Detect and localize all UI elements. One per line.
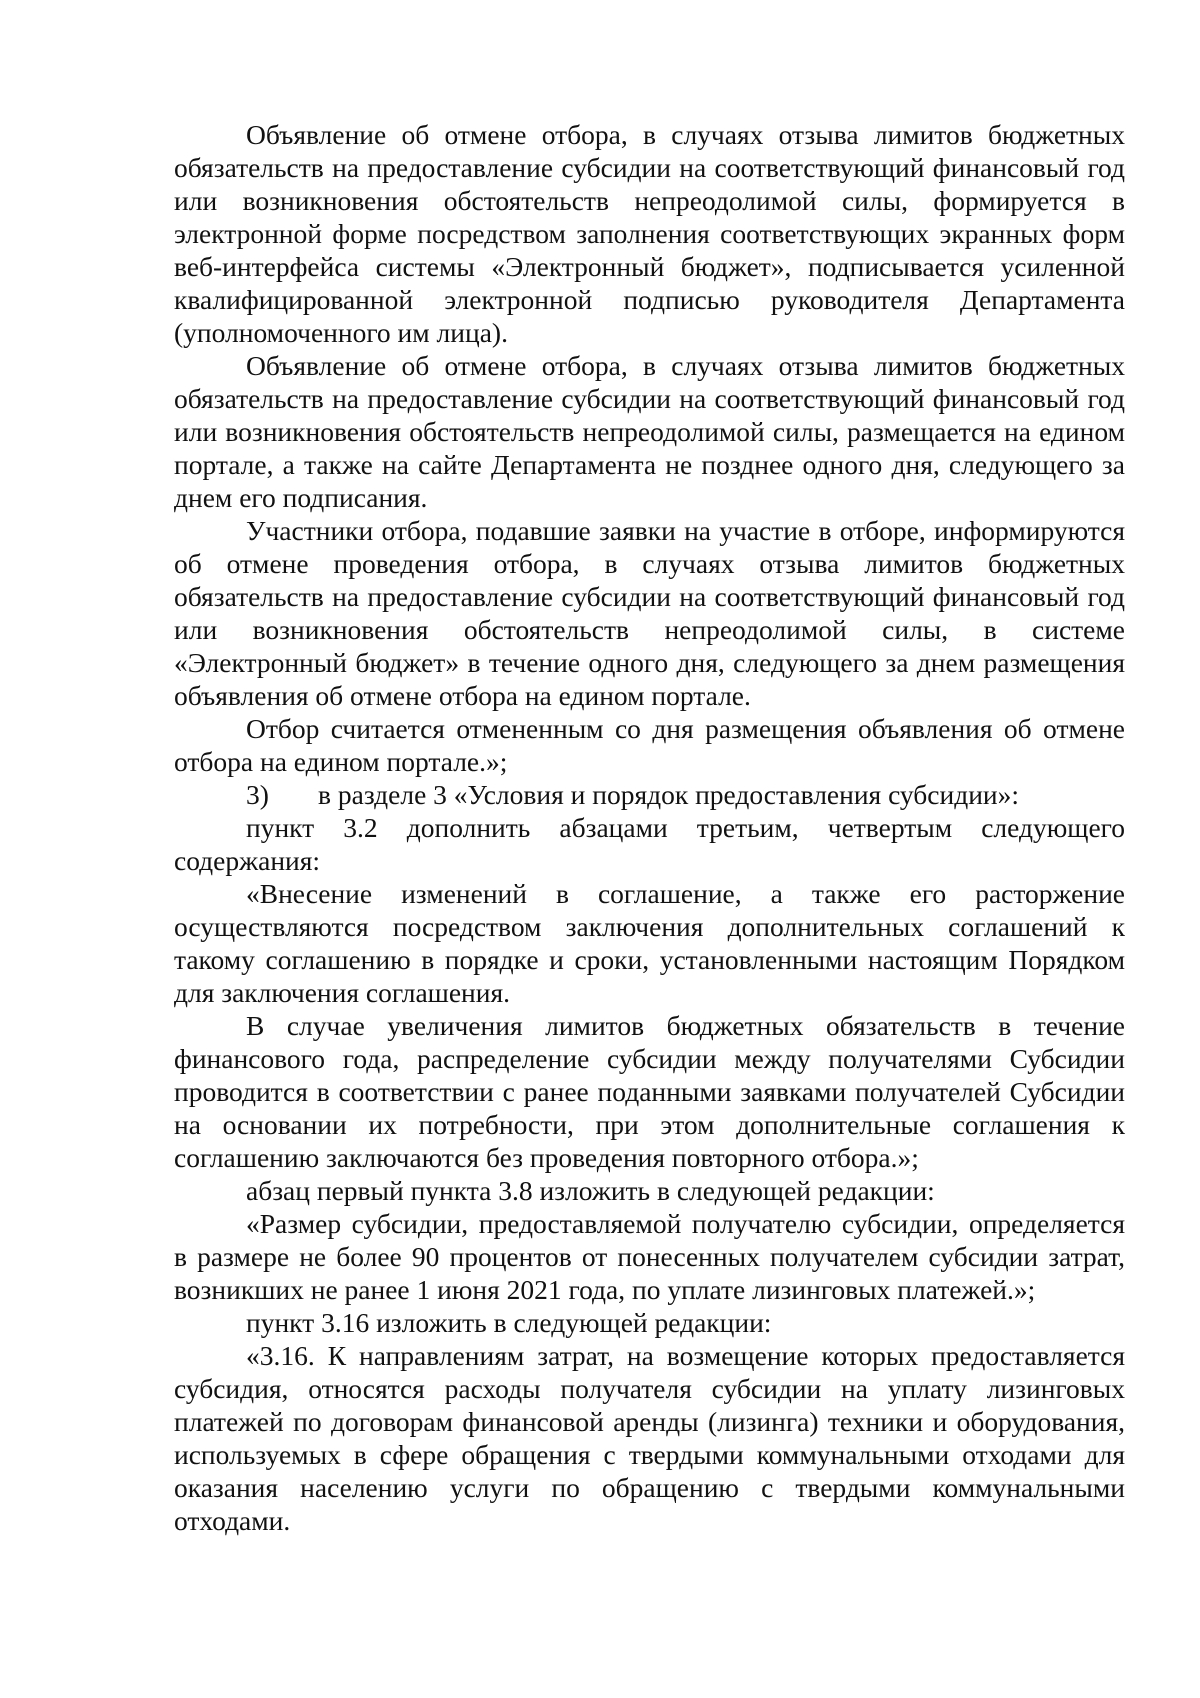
paragraph-agreement-changes: «Внесение изменений в соглашение, а также его расторжение осуществляются посредством заключения дополнительных соглашений к такому соглашению в порядке и сроки, установленными настоящим Порядком для заключения соглашения. xyxy=(174,878,1125,1008)
paragraph-expense-directions: «3.16. К направлениям затрат, на возмещение которых предоставляется субсидия, относятся расходы получателя субсидии на уплату лизинговых платежей по договорам финансовой аренды (лизинга) техники и оборудования, используемых в сфере обращения с твердыми коммунальными отходами для оказания населению услуги по обращению с твердыми коммунальными отходами. xyxy=(174,1340,1125,1536)
paragraph-clause-3-8: абзац первый пункта 3.8 изложить в следующей редакции: xyxy=(246,1175,935,1206)
paragraph-cancellation-notice-form: Объявление об отмене отбора, в случаях отзыва лимитов бюджетных обязательств на предоставление субсидии на соответствующий финансовый год или возникновения обстоятельств непреодолимой силы, формируется в электронной форме посредством заполнения соответствующих экранных форм веб-интерфейса системы «Электронный бюджет», подписывается усиленной квалифицированной электронной подписью руководителя Департамента (уполномоченного им лица). xyxy=(174,119,1125,348)
paragraph-clause-3-16: пункт 3.16 изложить в следующей редакции: xyxy=(246,1307,772,1338)
paragraph-limits-increase: В случае увеличения лимитов бюджетных обязательств в течение финансового года, распределение субсидии между получателями Субсидии проводится в соответствии с ранее поданными заявками получателей Субсидии на основании их потребности, при этом дополнительные соглашения к соглашению заключаются без проведения повторного отбора.»; xyxy=(174,1010,1125,1173)
paragraph-clause-3-2: пункт 3.2 дополнить абзацами третьим, четвертым следующего содержания: xyxy=(174,812,1125,876)
list-item-section-3 xyxy=(174,778,1125,811)
paragraph-selection-cancelled: Отбор считается отмененным со дня размещения объявления об отмене отбора на едином портале.»; xyxy=(174,713,1125,777)
paragraph-subsidy-amount: «Размер субсидии, предоставляемой получателю субсидии, определяется в размере не более 90 процентов от понесенных получателем субсидии затрат, возникших не ранее 1 июня 2021 года, по уплате лизинговых платежей.»; xyxy=(174,1208,1125,1305)
list-item-text: в разделе 3 «Условия и порядок предоставления субсидии»: xyxy=(318,779,1020,810)
paragraph-cancellation-notice-publication: Объявление об отмене отбора, в случаях отзыва лимитов бюджетных обязательств на предоставление субсидии на соответствующий финансовый год или возникновения обстоятельств непреодолимой силы, размещается на едином портале, а также на сайте Департамента не позднее одного дня, следующего за днем его подписания. xyxy=(174,350,1125,513)
document-body xyxy=(174,118,1125,1537)
paragraph-participants-notification: Участники отбора, подавшие заявки на участие в отборе, информируются об отмене проведения отбора, в случаях отзыва лимитов бюджетных обязательств на предоставление субсидии на соответствующий финансовый год или возникновения обстоятельств непреодолимой силы, в системе «Электронный бюджет» в течение одного дня, следующего за днем размещения объявления об отмене отбора на едином портале. xyxy=(174,515,1125,711)
list-item-number: 3) xyxy=(246,779,269,810)
